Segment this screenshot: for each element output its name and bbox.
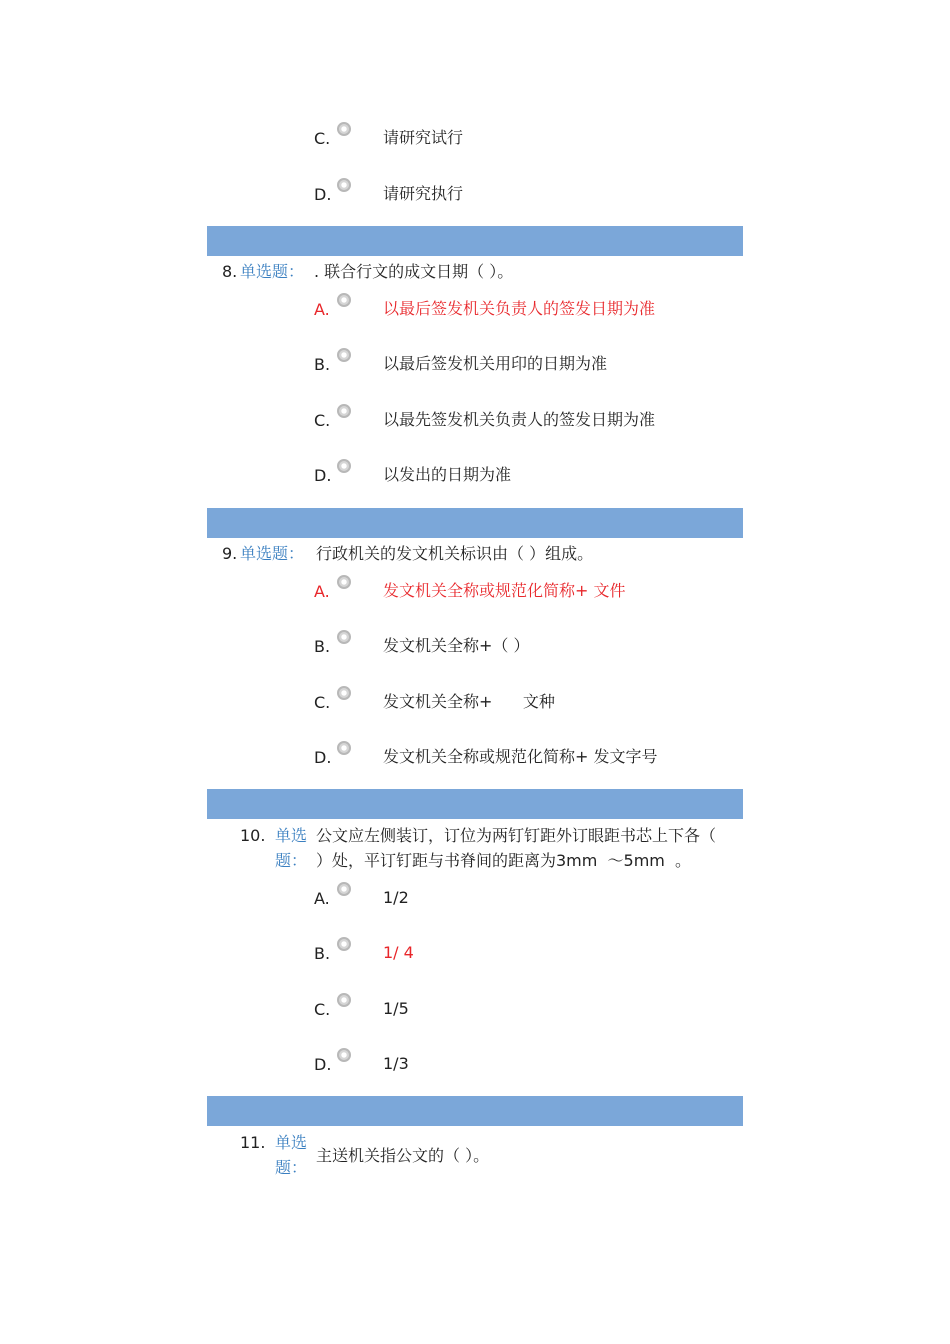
radio-button[interactable]	[337, 293, 351, 307]
radio-button[interactable]	[337, 178, 351, 192]
option-text: 1/3	[383, 1054, 409, 1073]
radio-button[interactable]	[337, 404, 351, 418]
question-text: 行政机关的发文机关标识由（ ）组成。	[316, 544, 594, 563]
question-type-label: 单选	[275, 826, 308, 845]
option-letter: B.	[314, 944, 331, 963]
question-number: 10.	[240, 826, 266, 845]
option-letter: A.	[314, 889, 330, 908]
question-number: 8.	[222, 262, 238, 281]
radio-button[interactable]	[337, 348, 351, 362]
option-text: 1/2	[383, 888, 409, 907]
option-letter: A.	[314, 582, 330, 601]
question-number: 9.	[222, 544, 238, 563]
option-letter: B.	[314, 637, 331, 656]
option-text: 以最后签发机关用印的日期为准	[383, 354, 608, 373]
option-text: 发文机关全称或规范化简称+ 文件	[383, 581, 626, 600]
question-number: 11.	[240, 1133, 266, 1152]
question-text: 主送机关指公文的（ ）。	[316, 1146, 490, 1165]
option-text: 以最后签发机关负责人的签发日期为准	[383, 299, 656, 318]
option-letter: D.	[314, 748, 332, 767]
option-letter: D.	[314, 466, 332, 485]
question-separator-bar	[207, 226, 743, 256]
radio-button[interactable]	[337, 882, 351, 896]
radio-button[interactable]	[337, 1048, 351, 1062]
question-type-label: 题：	[275, 851, 308, 870]
radio-button[interactable]	[337, 741, 351, 755]
option-letter: C.	[314, 1000, 331, 1019]
radio-button[interactable]	[337, 993, 351, 1007]
option-text: 发文机关全称+ 文种	[383, 692, 555, 711]
question-type-label: 单选题：	[240, 544, 305, 563]
option-text: 1/ 4	[383, 943, 414, 962]
question-text: 公文应左侧装订，订位为两钉钉距外订眼距书芯上下各（	[316, 826, 717, 845]
question-separator-bar	[207, 789, 743, 819]
option-letter: C.	[314, 693, 331, 712]
question-text: . 联合行文的成文日期（ ）。	[314, 262, 514, 281]
radio-button[interactable]	[337, 630, 351, 644]
question-separator-bar	[207, 508, 743, 538]
radio-button[interactable]	[337, 459, 351, 473]
question-type-label: 单选	[275, 1133, 308, 1152]
option-text: 请研究执行	[383, 184, 464, 203]
radio-button[interactable]	[337, 686, 351, 700]
option-text: 1/5	[383, 999, 409, 1018]
radio-button[interactable]	[337, 937, 351, 951]
option-text: 以发出的日期为准	[383, 465, 512, 484]
option-text: 发文机关全称+（ ）	[383, 636, 530, 655]
option-letter: C.	[314, 411, 331, 430]
option-letter: D.	[314, 1055, 332, 1074]
question-type-label: 单选题：	[240, 262, 305, 281]
option-text: 发文机关全称或规范化简称+ 发文字号	[383, 747, 658, 766]
question-type-label: 题：	[275, 1158, 308, 1177]
option-letter: C.	[314, 129, 331, 148]
question-separator-bar	[207, 1096, 743, 1126]
option-letter: A.	[314, 300, 330, 319]
option-letter: B.	[314, 355, 331, 374]
radio-button[interactable]	[337, 575, 351, 589]
option-letter: D.	[314, 185, 332, 204]
question-text: ）处，平订钉距与书脊间的距离为3mm ～5mm 。	[316, 851, 692, 870]
option-text: 请研究试行	[383, 128, 464, 147]
radio-button[interactable]	[337, 122, 351, 136]
option-text: 以最先签发机关负责人的签发日期为准	[383, 410, 656, 429]
